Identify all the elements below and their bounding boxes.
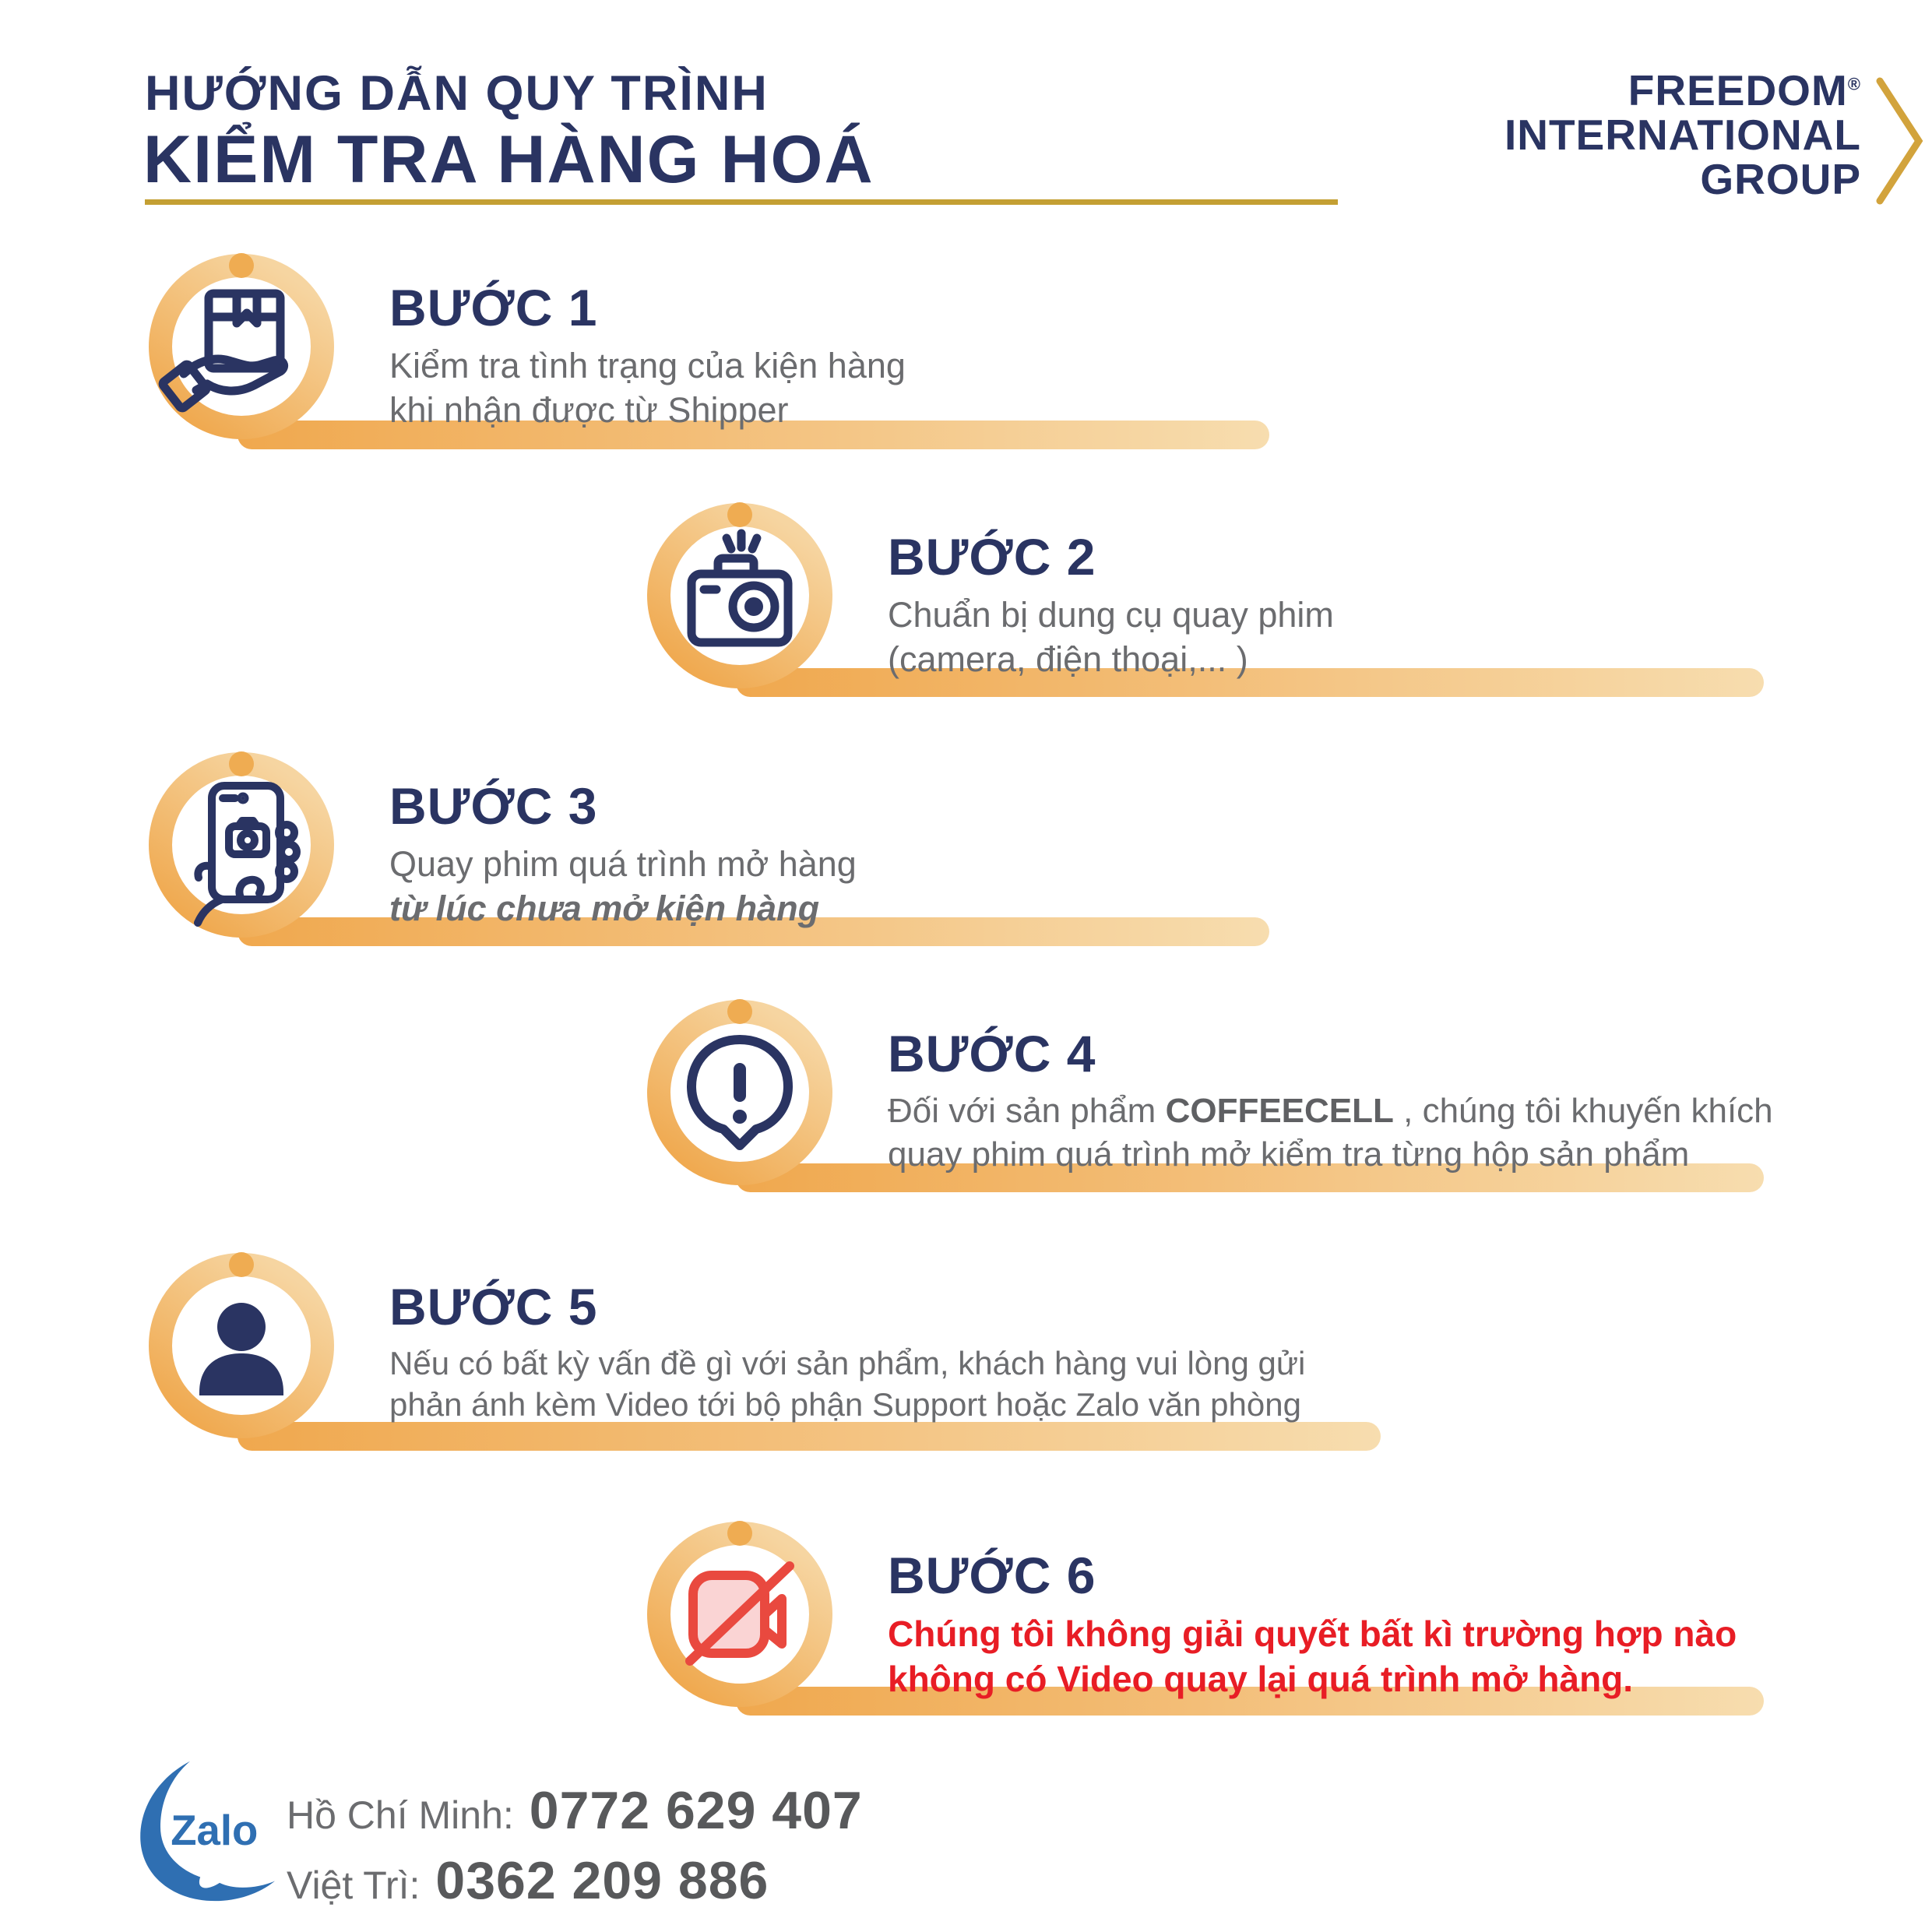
logo-line-group: GROUP [1700,155,1861,204]
contact-hcm [287,1780,863,1841]
camera-icon [646,502,833,689]
product-name: COFFEECELL [1165,1092,1394,1130]
contact-viettri [287,1850,769,1911]
step6-title: BƯỚC 6 [888,1547,1096,1604]
step4-line2: quay phim quá trình mở kiểm tra từng hộp sản phẩm [888,1135,1690,1174]
step5-bar [238,1422,1381,1451]
step3-description [389,842,857,931]
zalo-wordmark: Zalo [171,1807,259,1855]
title-underline [145,199,1338,205]
phone-record-icon [148,751,335,938]
page-title-line2: KIỂM TRA HÀNG HOÁ [143,122,875,197]
box-in-hand-icon [148,253,335,440]
step2-description [888,593,1334,681]
step6-line2: không có Video quay lại quá trình mở hàng. [888,1659,1634,1700]
contact-hcm-number: 0772 629 407 [529,1781,863,1840]
step5-title: BƯỚC 5 [389,1278,598,1336]
contact-viettri-label: Việt Trì: [287,1863,421,1907]
step5-line2: phản ánh kèm Video tới bộ phận Support hoặc Zalo văn phòng [389,1386,1301,1423]
zalo-logo-icon [131,1757,279,1913]
logo-line-freedom: FREEDOM® [1628,66,1861,114]
step3-line2-italic: từ lúc chưa mở kiện hàng [389,889,820,929]
step1-title: BƯỚC 1 [389,279,598,336]
no-video-icon [646,1521,833,1708]
step2-line1: Chuẩn bị dung cụ quay phim [888,595,1334,635]
person-icon [148,1252,335,1439]
step1-line1: Kiểm tra tình trạng của kiện hàng [389,346,906,385]
step3-line1: Quay phim quá trình mở hàng [389,844,857,884]
step2-line2: (camera, điện thoại,... ) [888,639,1248,680]
step3-title: BƯỚC 3 [389,777,598,835]
step5-line1: Nếu có bất kỳ vấn đề gì với sản phẩm, khách hàng vui lòng gửi [389,1345,1306,1381]
step1-description [389,343,906,432]
gold-chevron-icon [1874,75,1928,207]
logo-line-international: INTERNATIONAL [1504,111,1861,160]
company-logo [1371,66,1861,204]
alert-icon [646,999,833,1186]
step5-description [389,1343,1305,1426]
step1-line2: khi nhận được từ Shipper [389,390,789,431]
contact-hcm-label: Hồ Chí Minh: [287,1793,514,1837]
step2-title: BƯỚC 2 [888,528,1096,586]
step4-title: BƯỚC 4 [888,1025,1096,1082]
step4-line1: Đối với sản phẩm COFFEECELL , chúng tôi khuyến khích [888,1092,1773,1130]
step4-description [888,1089,1773,1177]
contact-viettri-number: 0362 209 886 [435,1851,769,1910]
page-title-line1: HƯỚNG DẪN QUY TRÌNH [145,66,769,121]
step6-warning-text [888,1611,1737,1702]
registered-mark: ® [1847,74,1861,94]
step6-line1: Chúng tôi không giải quyết bất kì trường hợp nào [888,1614,1737,1654]
